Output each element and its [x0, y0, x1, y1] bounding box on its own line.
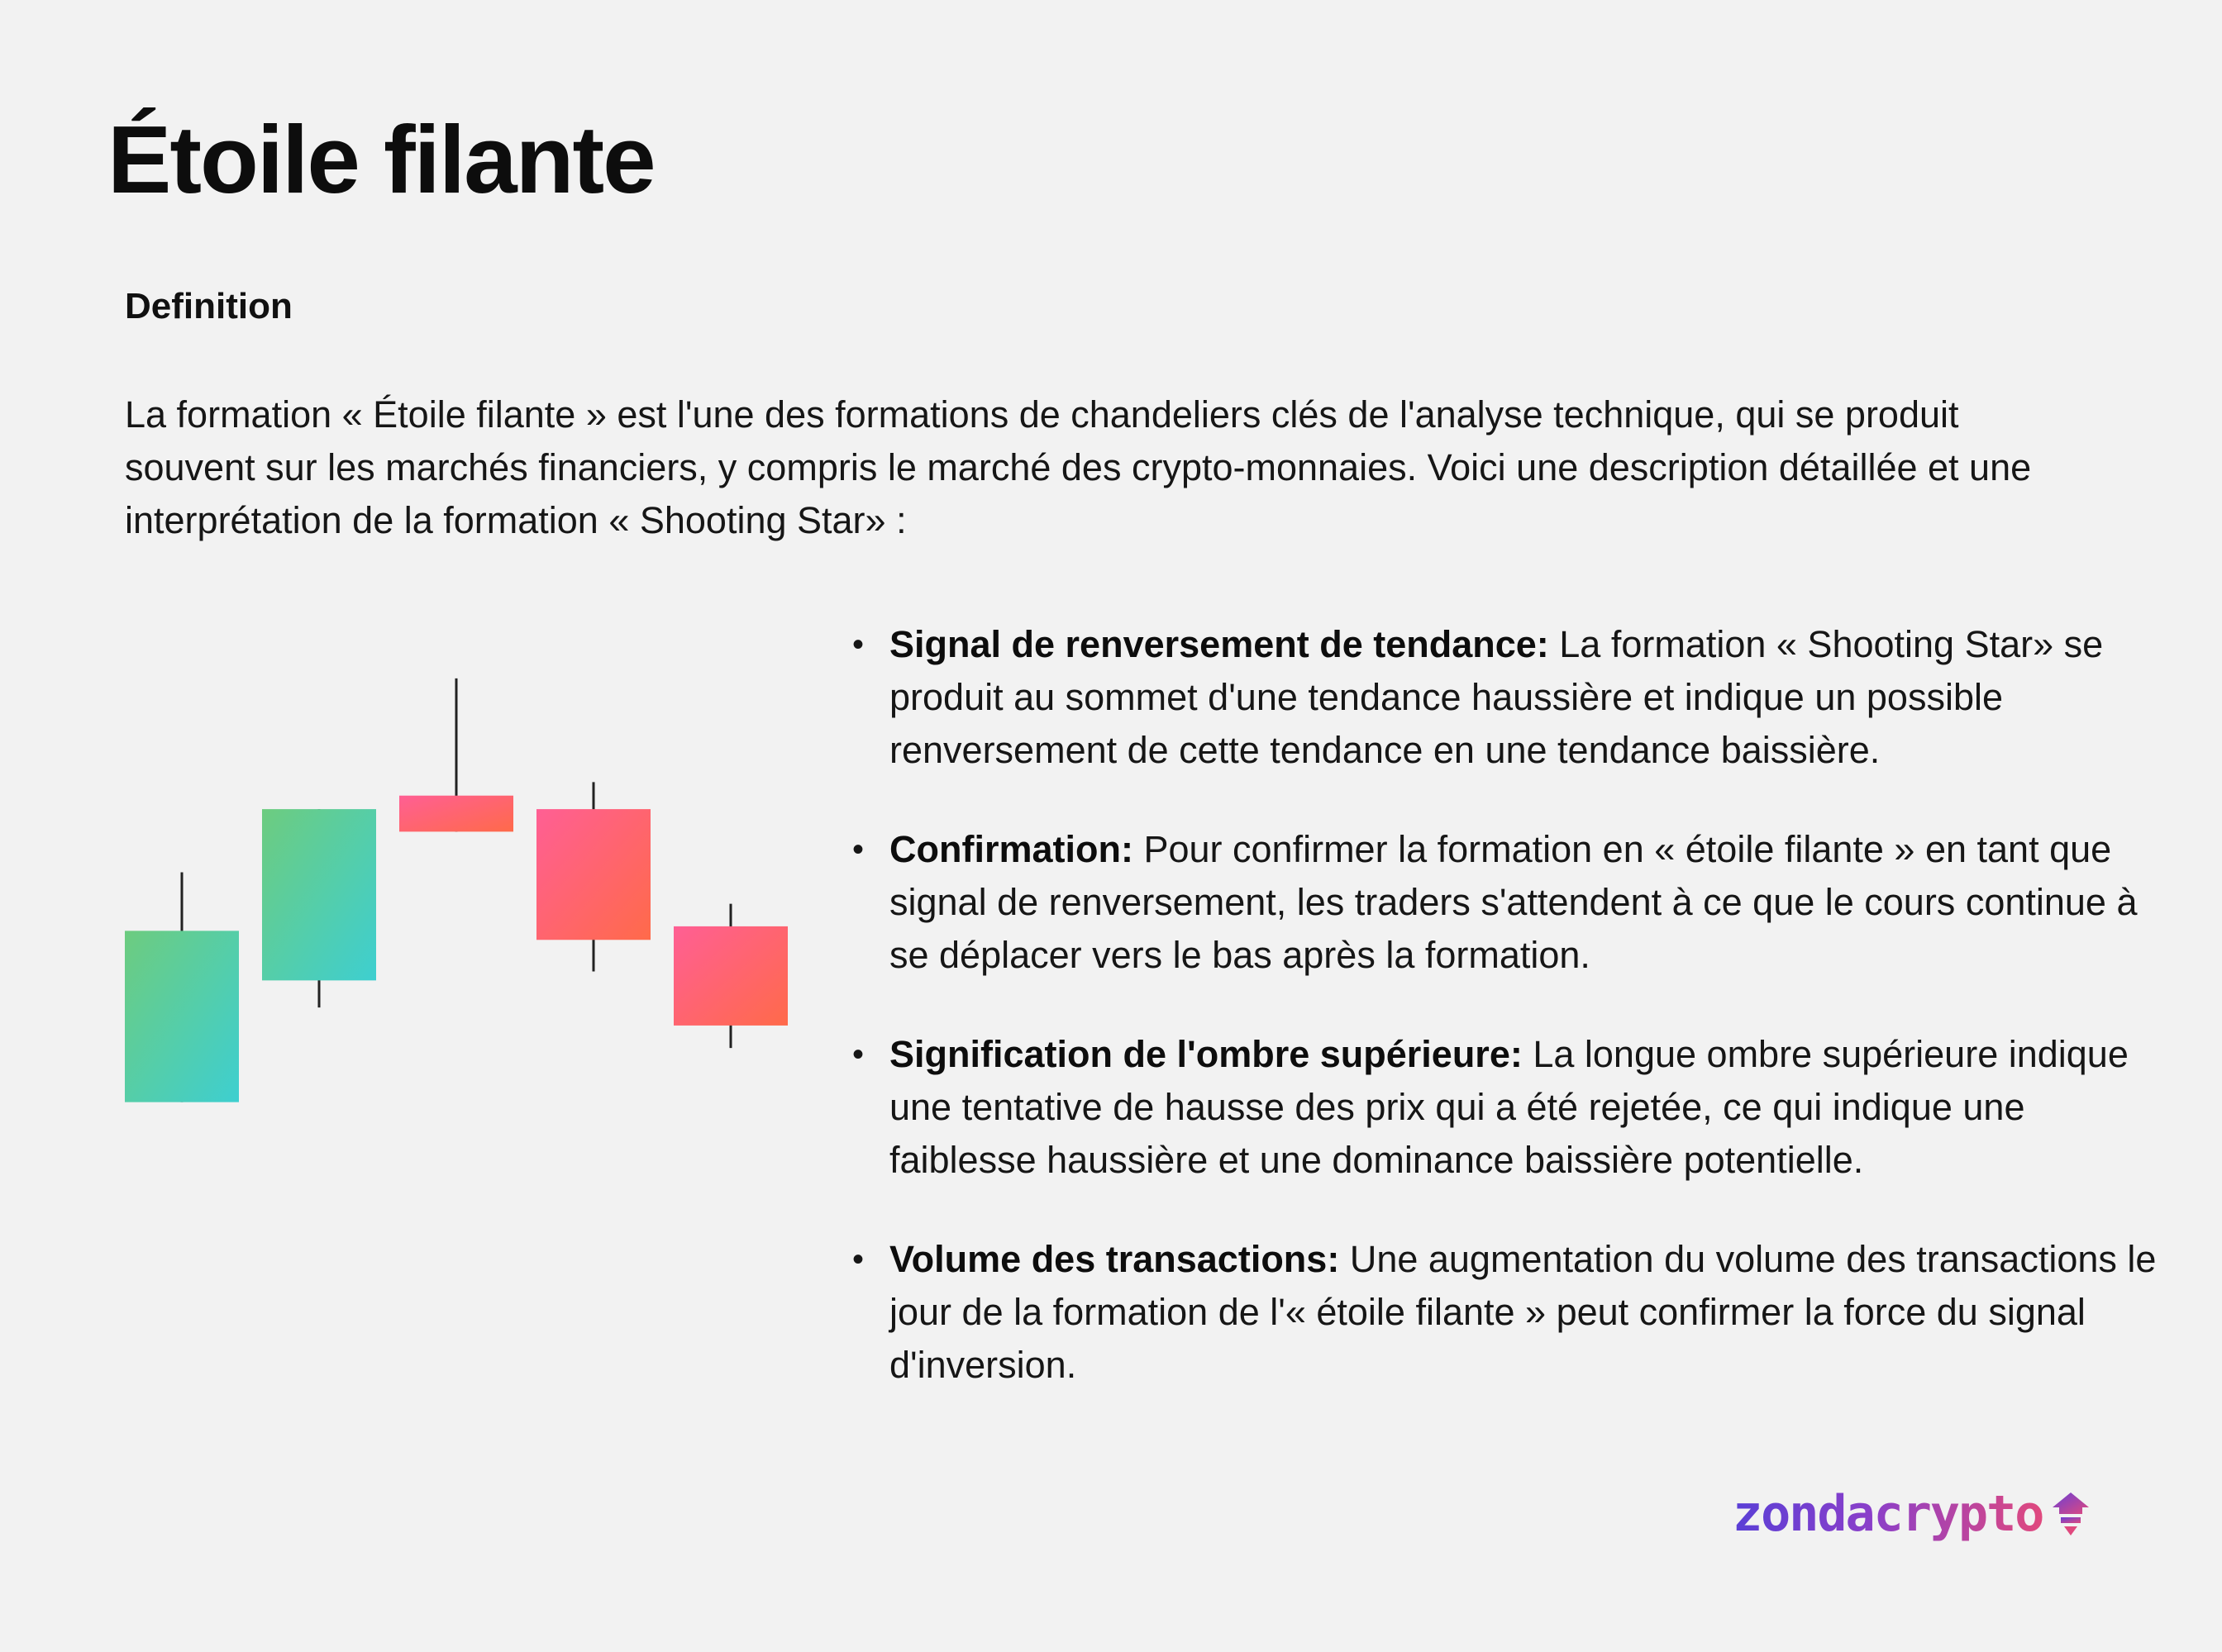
candle-body [125, 931, 239, 1102]
bullet-dot-icon: • [851, 1036, 864, 1073]
bullet-dot-icon: • [851, 831, 864, 868]
crown-icon [2049, 1489, 2092, 1539]
bullet-list [850, 618, 2172, 1438]
bullet-item [850, 823, 2172, 982]
logo-wordmark: zondacrypto [1733, 1485, 2043, 1543]
bullet-dot-icon: • [851, 626, 864, 663]
bullet-title: Confirmation: [889, 828, 1133, 870]
bullet-title: Volume des transactions: [889, 1238, 1340, 1280]
page-title: Étoile filante [107, 106, 655, 213]
bullet-title: Signal de renversement de tendance: [889, 623, 1549, 665]
zondacrypto-logo[interactable] [1733, 1481, 2113, 1547]
candle-body [262, 809, 376, 980]
bullet-item [850, 618, 2172, 777]
candle-body [674, 926, 788, 1026]
bullet-text: La formation « Shooting Star» se produit au sommet d'une tendance haussière et indique un possible renversement de cette tendance en une tendance baissière. [889, 623, 2104, 771]
bullet-item [850, 1233, 2172, 1392]
bullet-item [850, 1028, 2172, 1187]
bullet-text: Pour confirmer la formation en « étoile filante » en tant que signal de renversement, les traders s'attendent à ce que le cours continue à se déplacer vers le bas après la formation. [889, 828, 2138, 976]
candle-body [536, 809, 651, 940]
bullet-text: La longue ombre supérieure indique une tentative de hausse des prix qui a été rejetée, ce qui indique une faiblesse haussière et une dominance baissière potentielle. [889, 1033, 2129, 1181]
candle-body [399, 796, 513, 832]
definition-heading: Definition [125, 286, 293, 326]
candles-group [125, 678, 788, 1102]
bullet-dot-icon: • [851, 1241, 864, 1278]
bullet-title: Signification de l'ombre supérieure: [889, 1033, 1523, 1075]
intro-paragraph: La formation « Étoile filante » est l'une des formations de chandeliers clés de l'analyse technique, qui se produit souvent sur les marchés financiers, y compris le marché des crypto-monnaies. Voici une description détaillée et une interprétation de la formation « Shooting Star» : [125, 393, 2032, 541]
bullet-text: Une augmentation du volume des transactions le jour de la formation de l'« étoile filante » peut confirmer la force du signal d'inversion. [889, 1238, 2157, 1386]
candlestick-chart [116, 669, 802, 1165]
